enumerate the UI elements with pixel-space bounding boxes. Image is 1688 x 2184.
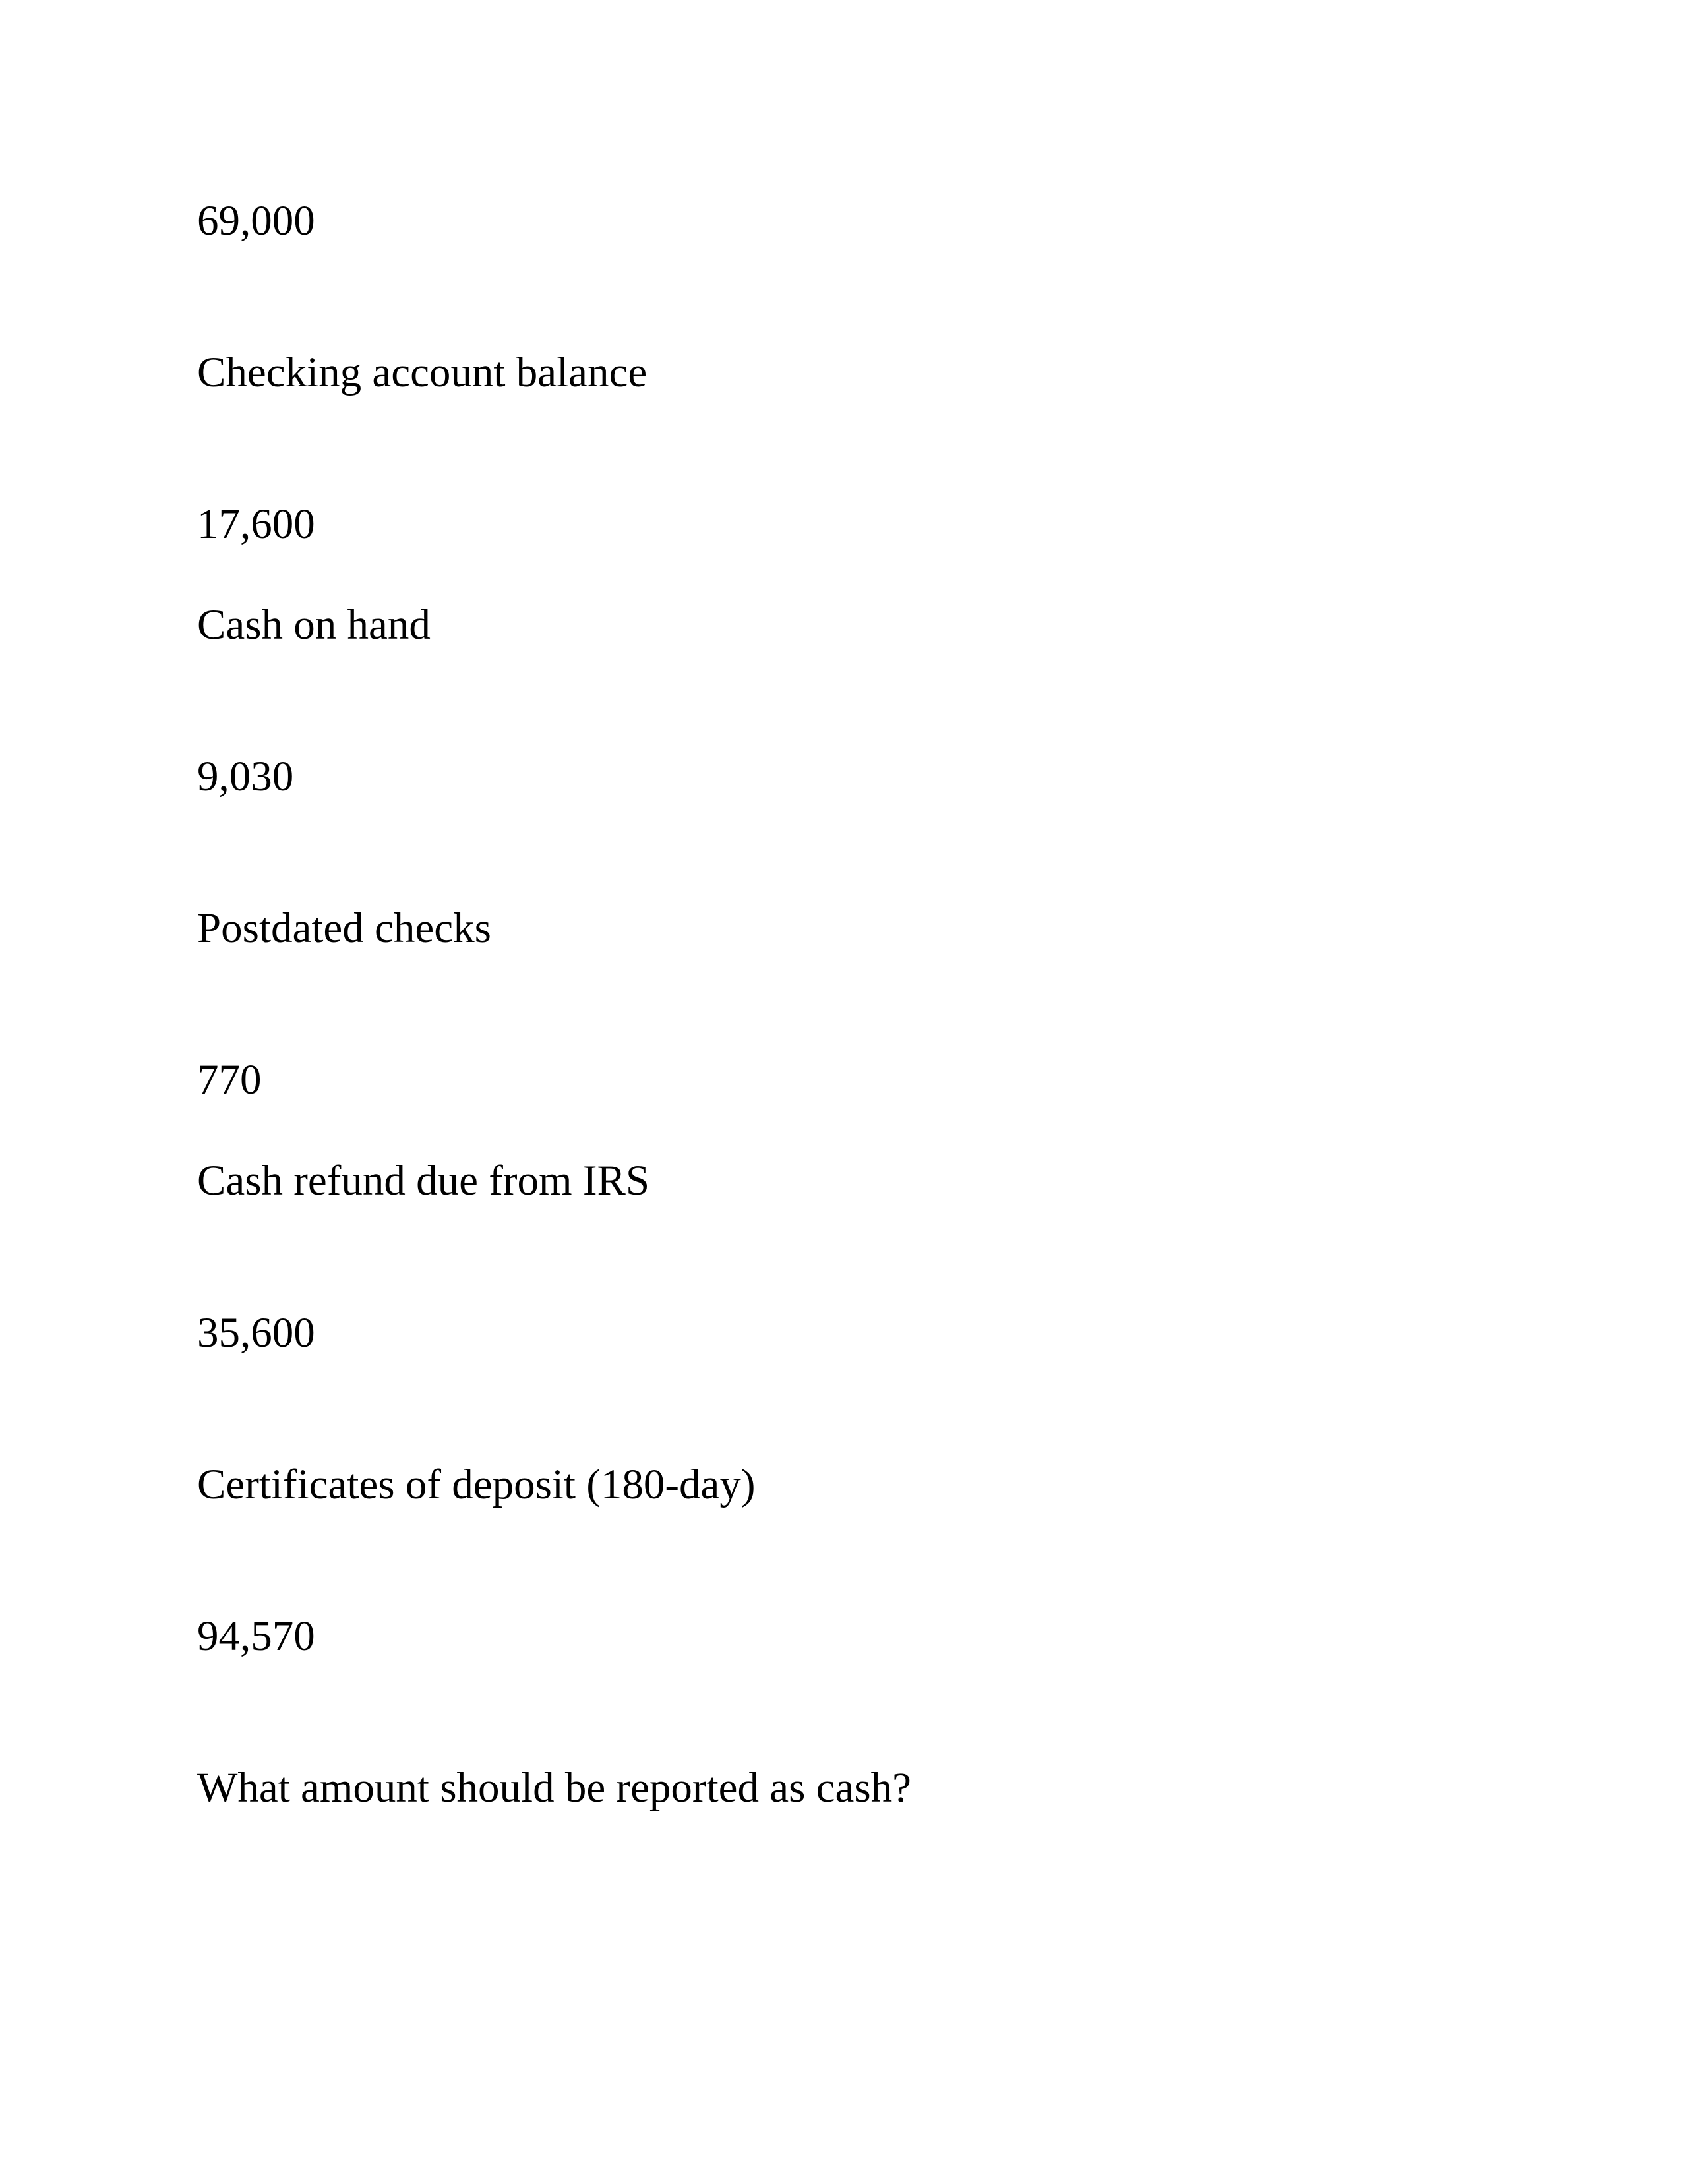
item-label: Cash on hand: [197, 601, 431, 649]
amount-text: 94,570: [197, 1612, 315, 1660]
item-label: Certificates of deposit (180-day): [197, 1461, 756, 1508]
amount-text: 69,000: [197, 197, 315, 245]
amount-text: 17,600: [197, 500, 315, 548]
amount-text: 9,030: [197, 753, 294, 800]
item-label: Postdated checks: [197, 904, 491, 952]
question-text: What amount should be reported as cash?: [197, 1764, 911, 1812]
item-label: Checking account balance: [197, 349, 648, 396]
amount-text: 35,600: [197, 1309, 315, 1357]
item-label: Cash refund due from IRS: [197, 1157, 649, 1204]
amount-text: 770: [197, 1056, 262, 1104]
